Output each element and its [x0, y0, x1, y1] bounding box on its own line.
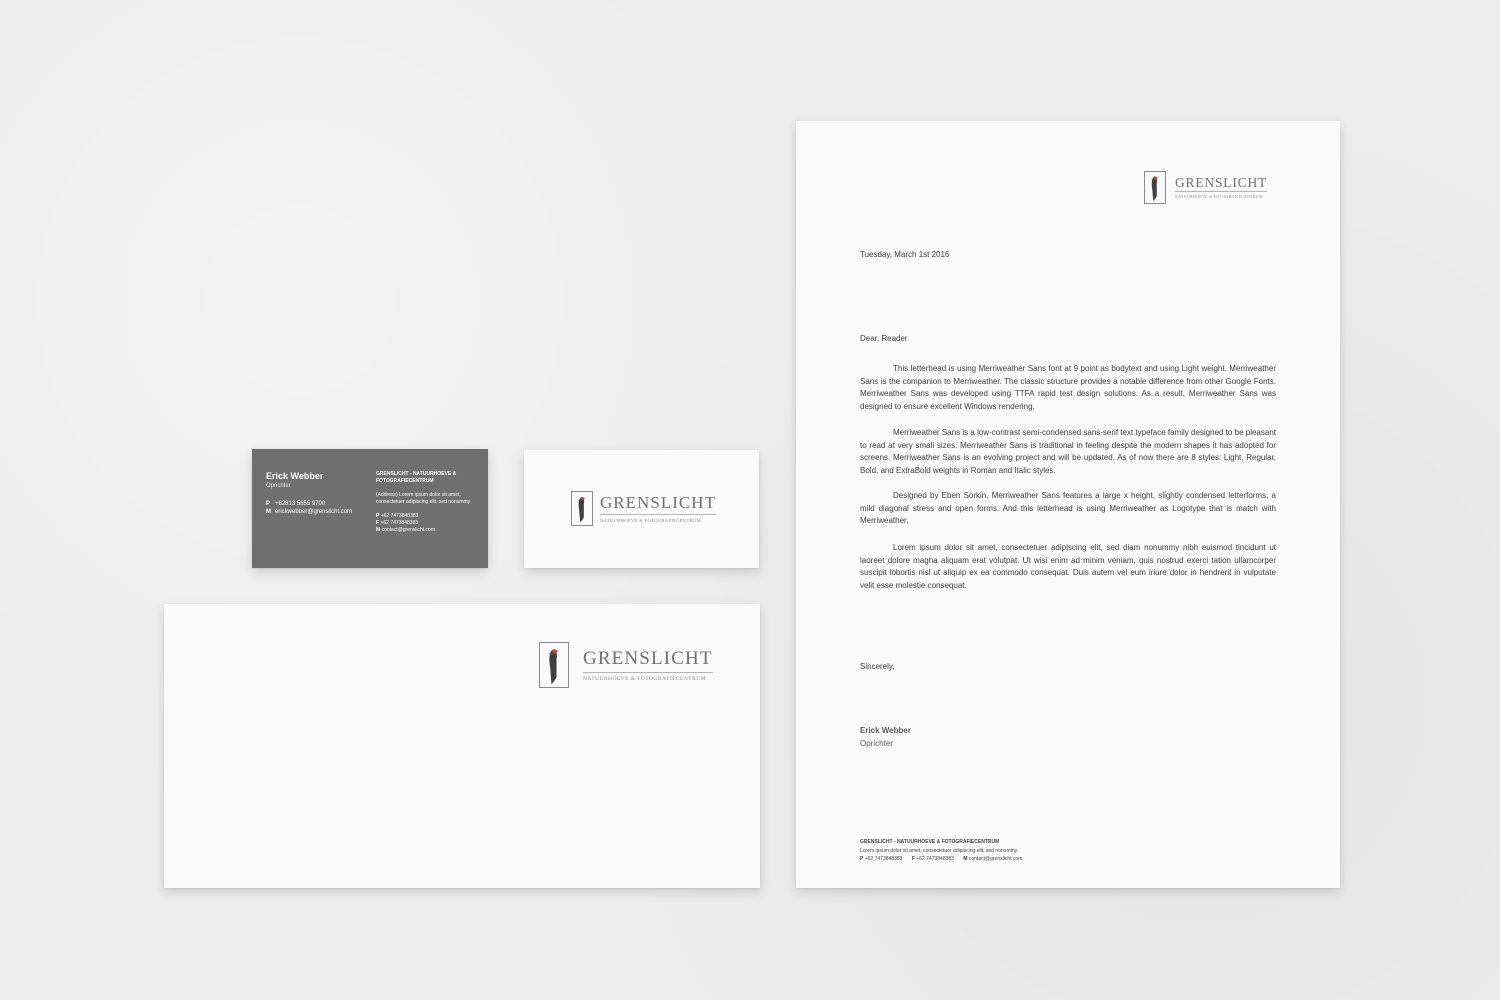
envelope-logo [539, 642, 713, 688]
footer-address: Lorem ipsum dolor sit amet, consectetuer adipiscing elit, sed nonummy. [860, 847, 1019, 854]
letter-greeting: Dear, Reader [860, 334, 908, 343]
card-f-label: F [376, 520, 380, 526]
card-m-value: contact@grenslicht.com [381, 527, 435, 533]
letter-footer [860, 838, 1022, 864]
card-m-label: M [376, 527, 381, 533]
letter-paragraph: Designed by Eben Sorkin, Merriweather Sans features a large x height, slightly condensed letterforms, a mild diagonal stress and open forms. And this letterhead is using Merriweather as Logotype that is match with Merriweather. [860, 491, 1276, 526]
letter-paragraph: Lorem ipsum dolor sit amet, consectetuer adipiscing elit, sed diam nonummy nibh euismod tincidunt ut laoreet dolore magna aliquam erat volutpat. Ut wisi enim ad minim veniam, quis nostrud exerci tation ullamcorper suscipit lobortis nisl ut aliquip ex ea commodo consequat. Duis autem vel eum iriure dolor in hendrerit in vulputate velit esse molestie consequat. [860, 543, 1276, 591]
letter-paragraph: This letterhead is using Merriweather Sans font at 9 point as bodytext and using Light weight. Merriweather Sans is the companion to Merriweather. The classic structure provides a notable difference from other Google Fonts. Merriweather Sans was developed using TTFA rapid test design solutions. As a result, Merriweather Sans was designed to ensure excellent Windows rendering. [860, 364, 1276, 412]
card-role: Oprichter [266, 483, 291, 489]
business-card-front [524, 450, 759, 568]
card-logo [571, 491, 716, 526]
footer-m-value: contact@grenslicht.com [968, 856, 1023, 862]
card-brand: GRENSLICHT [600, 493, 716, 512]
card-company-block [376, 471, 480, 534]
business-card-back [252, 449, 488, 568]
woodpecker-logo-icon [571, 491, 593, 526]
woodpecker-logo-icon [1144, 171, 1166, 204]
letter-signer-name: Erick Webber [860, 726, 911, 735]
letter-signer-role: Oprichter [860, 739, 893, 748]
footer-m-label: M [963, 856, 968, 862]
letter-tagline: NATUURHOEVE & FOTOGRAFIECENTRUM [1175, 191, 1267, 199]
footer-p-value: +62 7473848383 [864, 856, 903, 862]
letter-paragraph: Merriweather Sans is a low-contrast semi-condensed sans-serif text typeface family designed to be pleasant to read at very small sizes. Merriweather Sans is traditional in feeling despite the modern shapes it has adopted for screens. Merriweather Sans is an evolving project and will be updated. As of now there are 8 styles: Light, Regular, Bold, and ExtraBold weights in Roman and Italic styles. [860, 428, 1276, 476]
footer-company: GRENSLICHT - NATUURHOEVE & FOTOGRAFIECENTRUM [860, 839, 1000, 845]
card-phone: +62813 5655 9700 [275, 501, 326, 507]
card-name: Erick Webber [266, 471, 324, 481]
footer-p-label: P [860, 856, 864, 862]
letter-logo [1144, 171, 1267, 204]
card-p-label: P [376, 513, 380, 519]
envelope [164, 604, 760, 888]
card-address: (Address) Lorem ipsum dolor sit amet, consectetuer adipiscing elit, sed nonummy [376, 492, 471, 505]
footer-f-label: F [911, 856, 915, 862]
card-email: erickwebber@grenslicht.com [275, 509, 353, 515]
letterhead [796, 121, 1340, 888]
card-tagline: NATUURHOEVE & FOTOGRAFIECENTRUM [600, 514, 716, 523]
letter-date: Tuesday, March 1st 2016 [860, 250, 950, 259]
card-company: GRENSLICHT - NATUURHOEVE & FOTOGRAFIECENTRUM [376, 471, 457, 484]
card-p-value: +62 7473848383 [380, 513, 419, 519]
letter-closing: Sincerely, [860, 662, 895, 671]
woodpecker-logo-icon [539, 642, 569, 688]
letter-brand: GRENSLICHT [1175, 174, 1268, 190]
card-contact [266, 500, 352, 516]
card-phone-label: P [266, 501, 271, 507]
card-mail-label: M [266, 509, 271, 515]
envelope-brand: GRENSLICHT [583, 647, 713, 669]
envelope-tagline: NATUURHOEVE & FOTOGRAFIECENTRUM [583, 672, 713, 682]
card-f-value: +62 7473848383 [380, 520, 419, 526]
footer-f-value: +62 7473848383 [916, 856, 954, 862]
